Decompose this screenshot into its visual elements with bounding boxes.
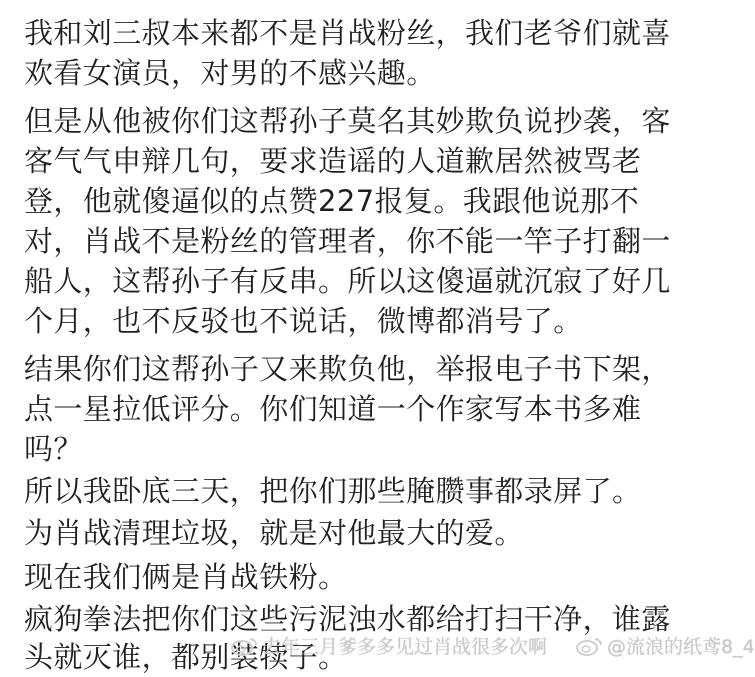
post-line: 船人，这帮孙子有反串。所以这傻逼就沉寂了好几: [24, 264, 671, 298]
post-line: 为肖战清理垃圾，就是对他最大的爱。: [24, 516, 524, 550]
post-line: 结果你们这帮孙子又来欺负他，举报电子书下架，: [24, 352, 671, 386]
post-line: 吗？: [24, 432, 83, 466]
post-line: 个月，也不反驳也不说话，微博都消号了。: [24, 304, 583, 338]
post-line: 所以我卧底三天，把你们那些腌臜事都录屏了。: [24, 474, 642, 508]
post-line: 但是从他被你们这帮孙子莫名其妙欺负说抄袭，客: [24, 104, 671, 138]
post-line: 点一星拉低评分。你们知道一个作家写本书多难: [24, 392, 642, 426]
watermark: [230, 632, 755, 659]
watermark-left-text: 去年三月爹多多见过肖战很多次啊: [262, 636, 548, 658]
weibo-logo-icon: [575, 635, 603, 657]
post-line: 头就灭谁，都别装犊子。: [24, 640, 348, 674]
weibo-logo-icon: [230, 635, 258, 657]
watermark-right: [575, 632, 755, 659]
watermark-left: [230, 632, 547, 659]
post-line: 我和刘三叔本来都不是肖战粉丝，我们老爷们就喜: [24, 16, 671, 50]
post-line: 疯狗拳法把你们这些污泥浊水都给打扫干净，谁露: [24, 602, 671, 636]
post-line: 登，他就傻逼似的点赞227报复。我跟他说那不: [24, 184, 640, 218]
post-line: 欢看女演员，对男的不感兴趣。: [24, 56, 436, 90]
watermark-right-text: @流浪的纸鸢8_4: [607, 636, 755, 658]
post-line: 现在我们俩是肖战铁粉。: [24, 560, 348, 594]
post-line: 客气气申辩几句，要求造谣的人道歉居然被骂老: [24, 144, 642, 178]
post-line: 对，肖战不是粉丝的管理者，你不能一竿子打翻一: [24, 224, 671, 258]
